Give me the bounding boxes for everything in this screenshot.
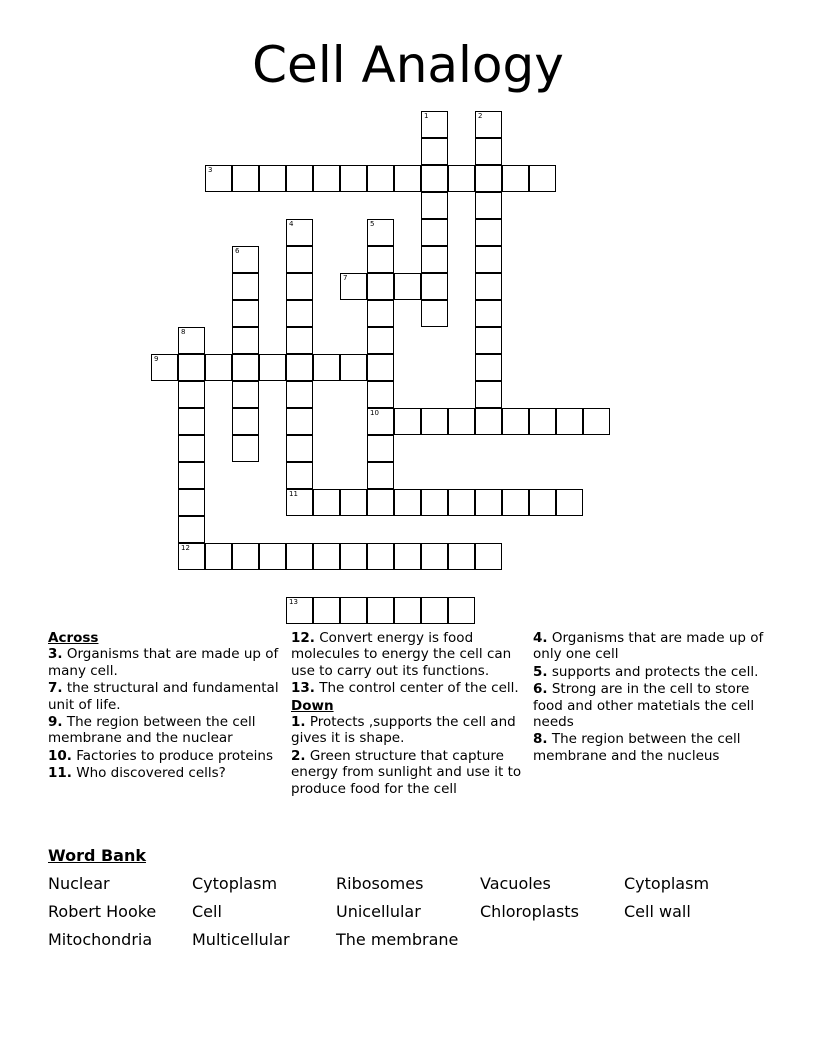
word-bank-item: Multicellular: [192, 930, 290, 949]
grid-cell[interactable]: [178, 435, 205, 462]
clue-number: 2: [478, 112, 483, 120]
grid-cell[interactable]: [475, 381, 502, 408]
word-bank-title: Word Bank: [48, 846, 147, 865]
grid-cell[interactable]: [475, 273, 502, 300]
grid-cell[interactable]: [421, 111, 448, 138]
grid-cell[interactable]: [394, 273, 421, 300]
grid-cell[interactable]: [340, 273, 367, 300]
grid-cell[interactable]: [529, 489, 556, 516]
grid-cell[interactable]: [475, 111, 502, 138]
grid-cell[interactable]: [340, 489, 367, 516]
grid-cell[interactable]: [394, 489, 421, 516]
grid-cell[interactable]: [583, 408, 610, 435]
grid-cell[interactable]: [259, 354, 286, 381]
grid-cell[interactable]: [178, 489, 205, 516]
word-bank-item: Robert Hooke: [48, 902, 157, 921]
grid-cell[interactable]: [232, 543, 259, 570]
grid-cell[interactable]: [448, 543, 475, 570]
grid-cell[interactable]: [556, 408, 583, 435]
grid-cell[interactable]: [475, 354, 502, 381]
clue-down-2: 2. Green structure that capture energy from sunlight and use it to produce food for the cell: [291, 747, 522, 797]
grid-cell[interactable]: [232, 273, 259, 300]
clue-down-5: 5. supports and protects the cell.: [533, 663, 759, 680]
grid-cell[interactable]: [475, 219, 502, 246]
grid-cell[interactable]: [421, 273, 448, 300]
grid-cell[interactable]: [259, 543, 286, 570]
grid-cell[interactable]: [556, 489, 583, 516]
grid-cell[interactable]: [367, 381, 394, 408]
grid-cell[interactable]: [286, 246, 313, 273]
grid-cell[interactable]: [340, 354, 367, 381]
word-bank-item: Vacuoles: [480, 874, 551, 893]
grid-cell[interactable]: [313, 597, 340, 624]
grid-cell[interactable]: [205, 165, 232, 192]
word-bank-item: Cell: [192, 902, 222, 921]
grid-cell[interactable]: [286, 435, 313, 462]
grid-cell[interactable]: [205, 543, 232, 570]
grid-cell[interactable]: [367, 597, 394, 624]
grid-cell[interactable]: [232, 165, 259, 192]
grid-cell[interactable]: [286, 273, 313, 300]
grid-cell[interactable]: [178, 354, 205, 381]
clue-number: 8: [181, 328, 186, 336]
grid-cell[interactable]: [367, 462, 394, 489]
grid-cell[interactable]: [313, 543, 340, 570]
page-title: Cell Analogy: [252, 36, 564, 94]
clue-number: 6: [235, 247, 240, 255]
clue-number: 3: [208, 166, 213, 174]
grid-cell[interactable]: [502, 489, 529, 516]
grid-cell[interactable]: [367, 219, 394, 246]
clue-number: 13: [289, 598, 298, 606]
grid-cell[interactable]: [232, 381, 259, 408]
grid-cell[interactable]: [232, 354, 259, 381]
grid-cell[interactable]: [286, 462, 313, 489]
clue-number: 11: [289, 490, 298, 498]
grid-cell[interactable]: [529, 165, 556, 192]
grid-cell[interactable]: [448, 408, 475, 435]
grid-cell[interactable]: [313, 489, 340, 516]
grid-cell[interactable]: [286, 408, 313, 435]
grid-cell[interactable]: [475, 300, 502, 327]
clue-across-9: 9. The region between the cell membrane and the nuclear: [48, 714, 256, 747]
grid-cell[interactable]: [367, 300, 394, 327]
clue-down-8: 8. The region between the cell membrane and the nucleus: [533, 731, 741, 764]
grid-cell[interactable]: [421, 219, 448, 246]
grid-cell[interactable]: [232, 300, 259, 327]
word-bank-item: Cell wall: [624, 902, 691, 921]
word-bank-item: Mitochondria: [48, 930, 153, 949]
grid-cell[interactable]: [232, 435, 259, 462]
grid-cell[interactable]: [421, 192, 448, 219]
clue-number: 9: [154, 355, 159, 363]
clue-number: 10: [370, 409, 379, 417]
grid-cell[interactable]: [205, 354, 232, 381]
grid-cell[interactable]: [151, 354, 178, 381]
grid-cell[interactable]: [448, 489, 475, 516]
clue-down-1: 1. Protects ,supports the cell and gives it is shape.: [291, 714, 516, 747]
word-bank-item: Chloroplasts: [480, 902, 579, 921]
grid-cell[interactable]: [286, 219, 313, 246]
grid-cell[interactable]: [448, 165, 475, 192]
grid-cell[interactable]: [286, 597, 313, 624]
grid-cell[interactable]: [178, 543, 205, 570]
grid-cell[interactable]: [340, 543, 367, 570]
grid-cell[interactable]: [475, 165, 502, 192]
grid-cell[interactable]: [502, 408, 529, 435]
word-bank-item: Nuclear: [48, 874, 110, 893]
word-bank-item: Ribosomes: [336, 874, 424, 893]
grid-cell[interactable]: [475, 489, 502, 516]
grid-cell[interactable]: [421, 408, 448, 435]
grid-cell[interactable]: [394, 408, 421, 435]
clue-down-4: 4. Organisms that are made up of only one cell: [533, 630, 764, 663]
grid-cell[interactable]: [313, 354, 340, 381]
clue-number: 12: [181, 544, 190, 552]
grid-cell[interactable]: [394, 165, 421, 192]
grid-cell[interactable]: [178, 516, 205, 543]
clue-number: 1: [424, 112, 429, 120]
clue-across-3: 3. Organisms that are made up of many cell.: [48, 646, 279, 679]
grid-cell[interactable]: [286, 165, 313, 192]
grid-cell[interactable]: [529, 408, 556, 435]
grid-cell[interactable]: [475, 543, 502, 570]
clues-column-2: [291, 630, 527, 798]
grid-cell[interactable]: [421, 138, 448, 165]
grid-cell[interactable]: [286, 381, 313, 408]
grid-cell[interactable]: [178, 408, 205, 435]
clue-down-6: 6. Strong are in the cell to store food and other matetials the cell needs: [533, 681, 755, 731]
grid-cell[interactable]: [475, 408, 502, 435]
grid-cell[interactable]: [502, 165, 529, 192]
grid-cell[interactable]: [286, 327, 313, 354]
clue-across-7: 7. the structural and fundamental unit of life.: [48, 680, 279, 713]
grid-cell[interactable]: [178, 327, 205, 354]
grid-cell[interactable]: [367, 165, 394, 192]
grid-cell[interactable]: [367, 327, 394, 354]
clue-across-13: 13. The control center of the cell.: [291, 680, 519, 697]
clue-across-12: 12. Convert energy is food molecules to energy the cell can use to carry out its functions.: [291, 630, 512, 679]
grid-cell[interactable]: [232, 327, 259, 354]
grid-cell[interactable]: [286, 300, 313, 327]
grid-cell[interactable]: [475, 192, 502, 219]
grid-cell[interactable]: [421, 489, 448, 516]
grid-cell[interactable]: [421, 300, 448, 327]
grid-cell[interactable]: [475, 138, 502, 165]
grid-cell[interactable]: [286, 354, 313, 381]
grid-cell[interactable]: [286, 543, 313, 570]
clue-across-11: 11. Who discovered cells?: [48, 765, 226, 782]
clue-number: 5: [370, 220, 375, 228]
across-heading: Across: [48, 630, 99, 646]
clue-across-10: 10. Factories to produce proteins: [48, 747, 274, 764]
grid-cell[interactable]: [367, 354, 394, 381]
grid-cell[interactable]: [367, 273, 394, 300]
grid-cell[interactable]: [232, 246, 259, 273]
down-heading: Down: [291, 697, 334, 714]
grid-cell[interactable]: [232, 408, 259, 435]
grid-cell[interactable]: [421, 597, 448, 624]
grid-cell[interactable]: [259, 165, 286, 192]
word-bank-item: Cytoplasm: [624, 874, 710, 893]
grid-cell[interactable]: [367, 489, 394, 516]
grid-cell[interactable]: [367, 246, 394, 273]
grid-cell[interactable]: [367, 435, 394, 462]
grid-cell[interactable]: [421, 543, 448, 570]
grid-cell[interactable]: [367, 408, 394, 435]
clues-column-3: [533, 630, 768, 765]
grid-cell[interactable]: [421, 165, 448, 192]
grid-cell[interactable]: [313, 165, 340, 192]
grid-cell[interactable]: [286, 489, 313, 516]
grid-cell[interactable]: [448, 597, 475, 624]
grid-cell[interactable]: [340, 165, 367, 192]
grid-cell[interactable]: [394, 543, 421, 570]
grid-cell[interactable]: [340, 597, 367, 624]
word-bank-item: Cytoplasm: [192, 874, 278, 893]
word-bank-item: Unicellular: [336, 902, 421, 921]
grid-cell[interactable]: [367, 543, 394, 570]
grid-cell[interactable]: [475, 246, 502, 273]
grid-cell[interactable]: [421, 246, 448, 273]
clue-number: 4: [289, 220, 294, 228]
clues-column-1: [48, 630, 280, 783]
clue-number: 7: [343, 274, 348, 282]
grid-cell[interactable]: [178, 462, 205, 489]
word-bank-item: The membrane: [336, 930, 459, 949]
grid-cell[interactable]: [475, 327, 502, 354]
grid-cell[interactable]: [394, 597, 421, 624]
grid-cell[interactable]: [178, 381, 205, 408]
